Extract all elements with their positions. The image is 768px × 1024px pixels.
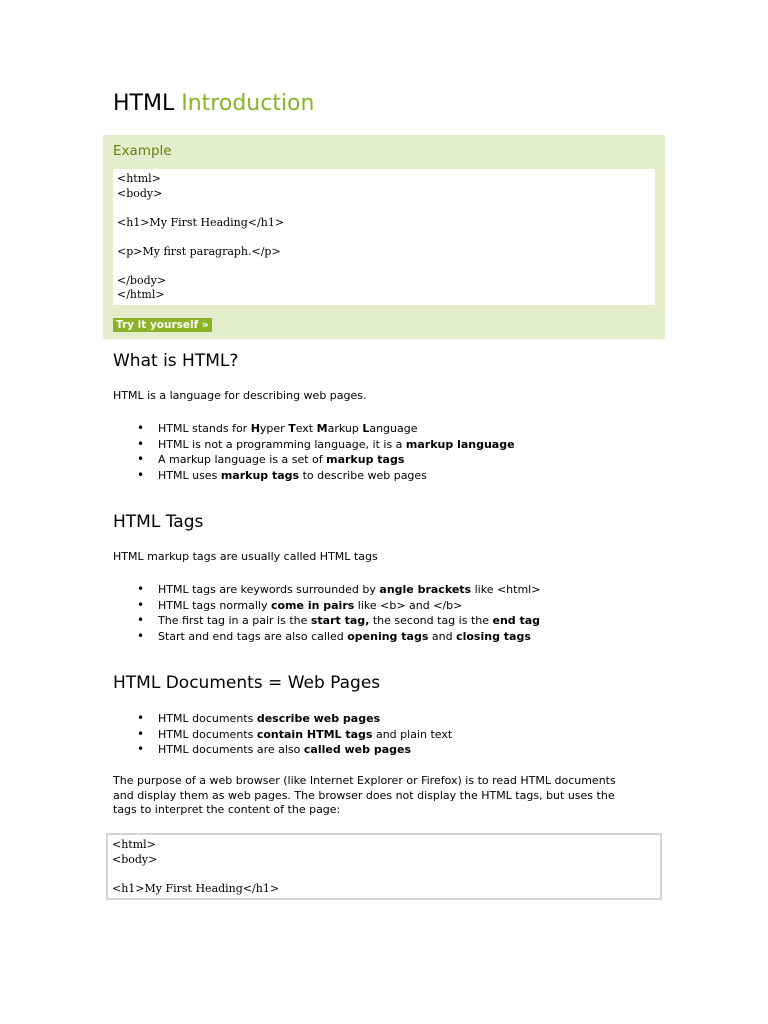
list-text: to describe web pages [299, 468, 427, 482]
list-item [113, 727, 452, 743]
list-text: the second tag is the [369, 614, 493, 627]
list-text: HTML tags are keywords surrounded by [158, 583, 380, 596]
list-item [113, 711, 452, 727]
document-code-example: <html> <body> <h1>My First Heading</h1> [106, 833, 662, 900]
bold-text: end tag [492, 614, 541, 627]
example-box [103, 135, 665, 339]
list-text: HTML uses [158, 468, 221, 482]
list-item [113, 421, 515, 437]
browser-paragraph [113, 774, 616, 818]
list-text: A markup language is a set of [158, 453, 327, 466]
list-text: anguage [369, 422, 418, 435]
list-item [113, 598, 540, 614]
list-text: The first tag in a pair is the [158, 614, 311, 627]
html-documents-list [113, 711, 452, 758]
list-text: and plain text [372, 727, 453, 741]
bold-text: M [316, 422, 328, 435]
bold-text: markup tags [220, 468, 300, 482]
bold-text: contain HTML tags [256, 727, 373, 741]
try-it-yourself-button[interactable]: Try it yourself » [113, 318, 212, 332]
list-text: HTML documents are also [158, 743, 304, 756]
paragraph-line: and display them as web pages. The browser does not display the HTML tags, but uses the [113, 788, 615, 802]
section-intro-what-is-html: HTML is a language for describing web pages. [113, 389, 367, 402]
list-text: arkup [327, 422, 363, 435]
bold-text: called web pages [303, 743, 412, 756]
html-tags-list [113, 582, 540, 644]
list-text: and [428, 629, 457, 643]
list-item [113, 629, 540, 645]
paragraph-line: tags to interpret the content of the page: [113, 803, 341, 816]
bold-text: H [250, 422, 260, 435]
section-heading-what-is-html: What is HTML? [113, 351, 239, 371]
list-text: like <b> and </b> [354, 598, 463, 612]
list-text: Start and end tags are also called [158, 629, 348, 643]
section-heading-html-tags: HTML Tags [113, 512, 204, 532]
list-item [113, 437, 515, 453]
list-text: HTML tags normally [158, 598, 271, 612]
paragraph-line: The purpose of a web browser (like Internet Explorer or Firefox) is to read HTML documents [113, 774, 616, 787]
bold-text: come in pairs [270, 598, 355, 612]
list-text: HTML is not a programming language, it is a [158, 437, 406, 451]
list-text: HTML stands for [158, 422, 251, 435]
list-text: yper [259, 422, 289, 435]
page-title [113, 90, 314, 118]
bold-text: angle brackets [379, 583, 472, 596]
section-intro-html-tags: HTML markup tags are usually called HTML tags [113, 550, 378, 563]
list-text: like <html> [471, 583, 541, 596]
bold-text: markup language [405, 437, 515, 451]
what-is-html-list [113, 421, 515, 483]
bold-text: markup tags [326, 453, 405, 466]
list-item [113, 742, 452, 758]
list-text: ext [295, 422, 317, 435]
bold-text: describe web pages [256, 712, 381, 725]
example-code: <html> <body> <h1>My First Heading</h1> <p>My first paragraph.</p> </body> </html> [113, 169, 655, 305]
page-title-accent: Introduction [181, 91, 315, 116]
bold-text: start tag, [310, 614, 370, 627]
list-text: HTML documents [158, 727, 257, 741]
bold-text: L [362, 422, 370, 435]
bold-text: opening tags [347, 629, 429, 643]
list-item [113, 613, 540, 629]
list-item [113, 582, 540, 598]
page-title-main: HTML [113, 91, 175, 116]
list-item [113, 452, 515, 468]
list-text: HTML documents [158, 712, 257, 725]
example-label: Example [113, 143, 172, 159]
section-heading-html-documents: HTML Documents = Web Pages [113, 673, 381, 693]
list-item [113, 468, 515, 484]
bold-text: closing tags [456, 629, 531, 643]
bold-text: T [288, 422, 296, 435]
